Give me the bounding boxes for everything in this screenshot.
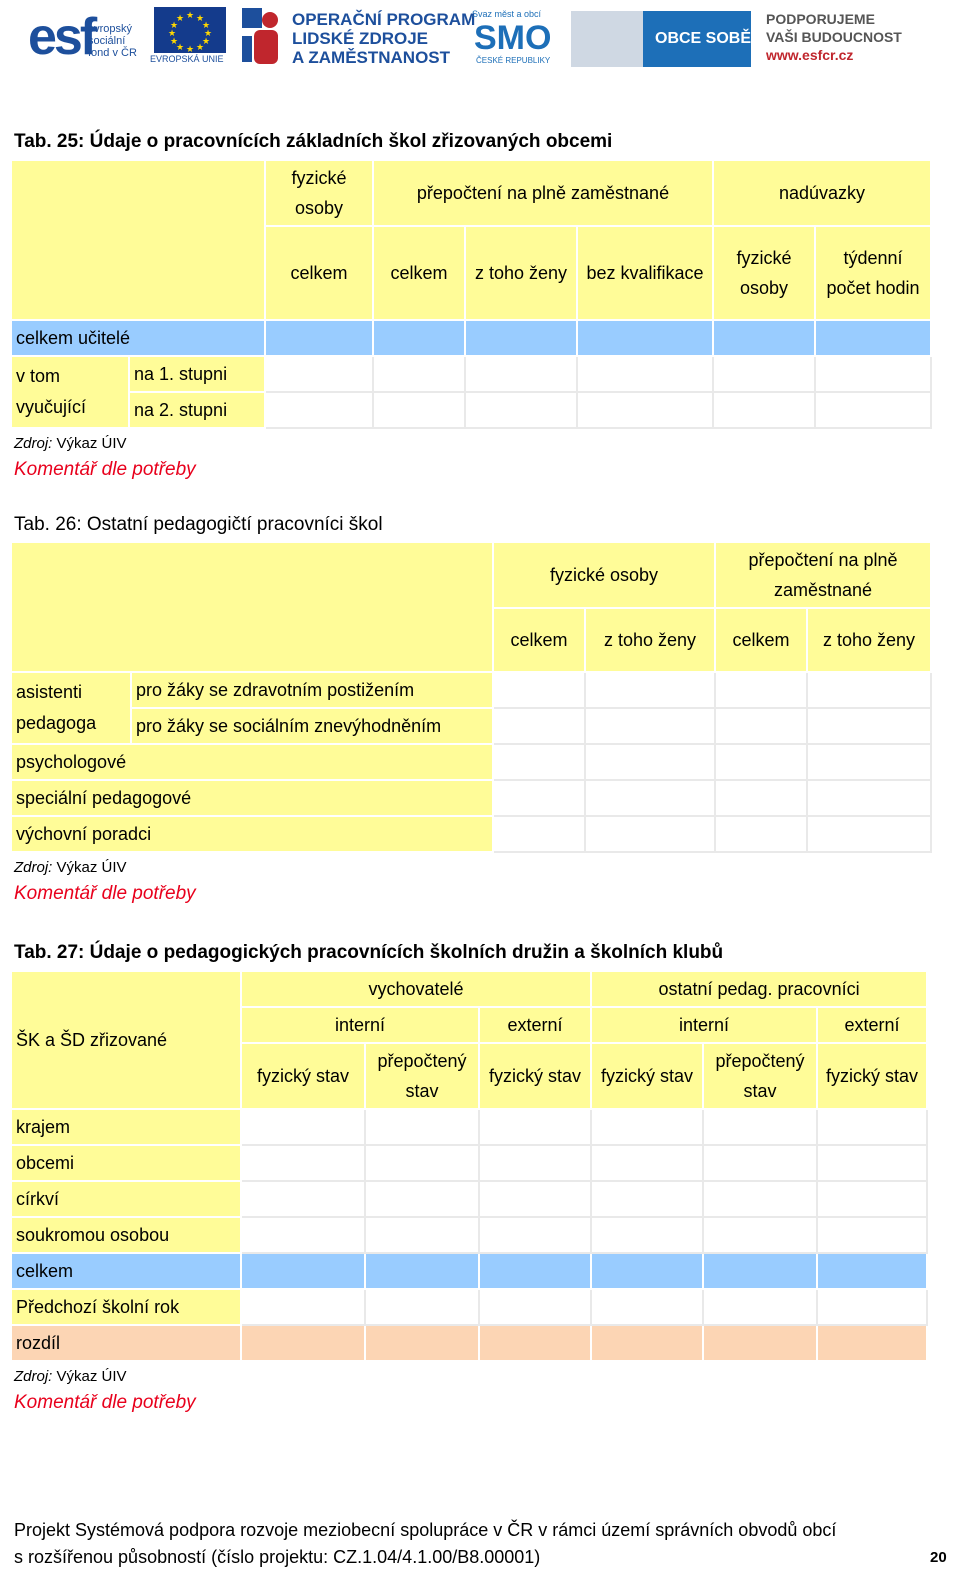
table-cell[interactable] — [591, 1289, 703, 1325]
t25-h-bez-kvalifikace: bez kvalifikace — [577, 226, 713, 320]
t27-h-fyzicky-stav-1: fyzický stav — [241, 1043, 365, 1109]
op-figure-icon — [240, 6, 286, 66]
table-cell[interactable] — [817, 1253, 927, 1289]
t25-r-v-tom-vyucujici: v tom vyučující — [11, 356, 129, 428]
t27-h-fyzicky-stav-3: fyzický stav — [591, 1043, 703, 1109]
table-row — [11, 356, 931, 392]
table-cell[interactable] — [479, 1145, 591, 1181]
t27-row-label: rozdíl — [11, 1325, 241, 1361]
table-cell[interactable] — [807, 780, 931, 816]
table-row — [11, 1109, 927, 1145]
table-cell[interactable] — [265, 320, 373, 356]
table-cell[interactable] — [365, 1217, 479, 1253]
table-cell[interactable] — [807, 816, 931, 852]
table-cell[interactable] — [365, 1325, 479, 1361]
page-footer — [14, 1517, 944, 1571]
table-row — [11, 1253, 927, 1289]
table-cell[interactable] — [585, 708, 715, 744]
t26-r-socialni: pro žáky se sociálním znevýhodněním — [131, 708, 493, 744]
table-cell[interactable] — [577, 392, 713, 428]
table-cell[interactable] — [241, 1145, 365, 1181]
table-cell[interactable] — [817, 1109, 927, 1145]
table-cell[interactable] — [479, 1181, 591, 1217]
table27-source: Zdroj: Výkaz ÚIV — [14, 1368, 127, 1385]
t25-h-fyzicke-osoby: fyzické osoby — [265, 160, 373, 226]
table-cell[interactable] — [373, 356, 465, 392]
t26-r-specialni-pedagogove: speciální pedagogové — [11, 780, 493, 816]
table-cell[interactable] — [365, 1145, 479, 1181]
table-cell[interactable] — [241, 1289, 365, 1325]
table-cell[interactable] — [591, 1145, 703, 1181]
page-number: 20 — [930, 1549, 947, 1566]
table-cell[interactable] — [465, 356, 577, 392]
table-cell[interactable] — [365, 1181, 479, 1217]
table-cell[interactable] — [815, 392, 931, 428]
table-cell[interactable] — [479, 1325, 591, 1361]
t27-h-externi-1: externí — [479, 1007, 591, 1043]
table27-title: Tab. 27: Údaje o pedagogických pracovnících školních družin a školních klubů — [14, 942, 724, 963]
puzzle-icon — [571, 11, 643, 67]
t26-h-celkem-1: celkem — [493, 608, 585, 672]
table-cell[interactable] — [703, 1325, 817, 1361]
t27-h-interni-2: interní — [591, 1007, 817, 1043]
table-row — [11, 816, 931, 852]
table-cell[interactable] — [585, 672, 715, 708]
table-cell[interactable] — [585, 780, 715, 816]
t27-h-vychovatele: vychovatelé — [241, 971, 591, 1007]
table-cell[interactable] — [713, 392, 815, 428]
table25-corner — [11, 160, 265, 320]
obce-sobe-logo: OBCE SOBĚ — [571, 11, 751, 67]
table-cell[interactable] — [585, 816, 715, 852]
table-cell[interactable] — [241, 1109, 365, 1145]
table-cell[interactable] — [591, 1325, 703, 1361]
table-cell[interactable] — [585, 744, 715, 780]
document-body — [10, 130, 930, 1416]
table-cell[interactable] — [365, 1289, 479, 1325]
table-cell[interactable] — [241, 1217, 365, 1253]
footer-line-1: Projekt Systémová podpora rozvoje meziobecní spolupráce v ČR v rámci území správních obvodů obcí — [14, 1520, 837, 1540]
table-cell[interactable] — [365, 1253, 479, 1289]
t27-h-fyzicky-stav-2: fyzický stav — [479, 1043, 591, 1109]
table-cell[interactable] — [479, 1109, 591, 1145]
table-cell[interactable] — [815, 320, 931, 356]
table-row — [11, 1325, 927, 1361]
t27-h-externi-2: externí — [817, 1007, 927, 1043]
table-cell[interactable] — [591, 1253, 703, 1289]
esf-logo — [28, 7, 146, 67]
table-cell[interactable] — [241, 1253, 365, 1289]
table-cell[interactable] — [465, 392, 577, 428]
t27-h-interni-1: interní — [241, 1007, 479, 1043]
table-cell[interactable] — [241, 1181, 365, 1217]
table-cell[interactable] — [241, 1325, 365, 1361]
table26-comment: Komentář dle potřeby — [14, 883, 196, 904]
t25-h-fyzicke-osoby-2: fyzické osoby — [713, 226, 815, 320]
t27-h-fyzicky-stav-4: fyzický stav — [817, 1043, 927, 1109]
t25-h-z-toho-zeny: z toho ženy — [465, 226, 577, 320]
eu-flag-icon: ★ ★ ★ ★ ★ ★ ★ ★ ★ ★ ★ ★ — [154, 7, 226, 53]
op-logo-text: OPERAČNÍ PROGRAM LIDSKÉ ZDROJE A ZAMĚSTNANOST — [292, 10, 476, 67]
table-cell[interactable] — [373, 320, 465, 356]
t27-h-ostatni: ostatní pedag. pracovníci — [591, 971, 927, 1007]
table26-corner — [11, 542, 493, 672]
table-cell[interactable] — [713, 320, 815, 356]
table-row — [11, 1145, 927, 1181]
t27-row-label: soukromou osobou — [11, 1217, 241, 1253]
table-cell[interactable] — [703, 1145, 817, 1181]
table-cell[interactable] — [817, 1181, 927, 1217]
table25-comment: Komentář dle potřeby — [14, 459, 196, 480]
t25-h-celkem-1: celkem — [265, 226, 373, 320]
table-cell[interactable] — [715, 744, 807, 780]
esf-logo-caption: evropský sociální fond v ČR — [88, 23, 137, 59]
table27-comment: Komentář dle potřeby — [14, 1392, 196, 1413]
podporujeme-logo: PODPORUJEME VAŠI BUDOUCNOST www.esfcr.cz — [766, 11, 902, 63]
t27-h-sk-sd: ŠK a ŠD zřizované — [11, 971, 241, 1109]
table-cell[interactable] — [715, 816, 807, 852]
t25-h-prepocteni: přepočtení na plně zaměstnané — [373, 160, 713, 226]
table-cell[interactable] — [493, 780, 585, 816]
table-cell[interactable] — [817, 1145, 927, 1181]
table-cell[interactable] — [703, 1217, 817, 1253]
t26-h-z-toho-zeny-1: z toho ženy — [585, 608, 715, 672]
smo-logo: Svaz měst a obcí SMO ČESKÉ REPUBLIKY — [472, 9, 552, 65]
table-cell[interactable] — [817, 1289, 927, 1325]
t26-h-fyzicke-osoby: fyzické osoby — [493, 542, 715, 608]
table26 — [10, 541, 932, 853]
table-cell[interactable] — [265, 392, 373, 428]
table-row — [11, 1289, 927, 1325]
t27-row-label: Předchozí školní rok — [11, 1289, 241, 1325]
table25 — [10, 159, 932, 429]
table-row — [11, 1217, 927, 1253]
table-cell[interactable] — [577, 320, 713, 356]
table26-source: Zdroj: Výkaz ÚIV — [14, 859, 127, 876]
table-row — [11, 708, 931, 744]
table-row — [11, 672, 931, 708]
eu-caption: EVROPSKÁ UNIE — [150, 54, 224, 64]
table-cell[interactable] — [465, 320, 577, 356]
t27-row-label: církví — [11, 1181, 241, 1217]
table-cell[interactable] — [577, 356, 713, 392]
table-cell[interactable] — [591, 1217, 703, 1253]
table-cell[interactable] — [493, 744, 585, 780]
table-cell[interactable] — [373, 392, 465, 428]
table25-title: Tab. 25: Údaje o pracovnících základních škol zřizovaných obcemi — [14, 131, 613, 152]
table-cell[interactable] — [715, 708, 807, 744]
table-cell[interactable] — [591, 1181, 703, 1217]
table-cell[interactable] — [817, 1217, 927, 1253]
table-cell[interactable] — [493, 672, 585, 708]
table-cell[interactable] — [479, 1253, 591, 1289]
table-row — [11, 780, 931, 816]
t26-r-zdravotni: pro žáky se zdravotním postižením — [131, 672, 493, 708]
t26-r-vychovni-poradci: výchovní poradci — [11, 816, 493, 852]
table-row — [11, 320, 931, 356]
t27-row-label: celkem — [11, 1253, 241, 1289]
table-cell[interactable] — [715, 672, 807, 708]
table-cell[interactable] — [493, 816, 585, 852]
t26-h-z-toho-zeny-2: z toho ženy — [807, 608, 931, 672]
table-row — [11, 1181, 927, 1217]
table-row — [11, 392, 931, 428]
table-cell[interactable] — [715, 780, 807, 816]
table-cell[interactable] — [703, 1289, 817, 1325]
t25-r-celkem-ucitele: celkem učitelé — [11, 320, 265, 356]
table25-source: Zdroj: Výkaz ÚIV — [14, 435, 127, 452]
t27-h-prepocteny-stav-1: přepočtený stav — [365, 1043, 479, 1109]
t27-row-label: krajem — [11, 1109, 241, 1145]
t26-h-prepocteni: přepočtení na plně zaměstnané — [715, 542, 931, 608]
table27 — [10, 970, 928, 1362]
t25-h-naduvazky: nadúvazky — [713, 160, 931, 226]
table-cell[interactable] — [365, 1109, 479, 1145]
t25-r-na-1-stupni: na 1. stupni — [129, 356, 265, 392]
table-cell[interactable] — [815, 356, 931, 392]
t25-h-celkem-2: celkem — [373, 226, 465, 320]
esf-logo-mark: esf — [28, 8, 95, 66]
t26-h-celkem-2: celkem — [715, 608, 807, 672]
table-cell[interactable] — [703, 1253, 817, 1289]
table-cell[interactable] — [817, 1325, 927, 1361]
table26-title: Tab. 26: Ostatní pedagogičtí pracovníci škol — [14, 514, 383, 535]
t27-row-label: obcemi — [11, 1145, 241, 1181]
table-cell[interactable] — [713, 356, 815, 392]
table-cell[interactable] — [479, 1217, 591, 1253]
t27-h-prepocteny-stav-2: přepočtený stav — [703, 1043, 817, 1109]
table-cell[interactable] — [493, 708, 585, 744]
table-cell[interactable] — [479, 1289, 591, 1325]
table-cell[interactable] — [807, 672, 931, 708]
table-cell[interactable] — [807, 708, 931, 744]
table-row — [11, 744, 931, 780]
table-cell[interactable] — [703, 1181, 817, 1217]
t25-r-na-2-stupni: na 2. stupni — [129, 392, 265, 428]
logo-header — [0, 0, 960, 80]
t25-h-tydenni-pocet-hodin: týdenní počet hodin — [815, 226, 931, 320]
footer-line-2: s rozšířenou působností (číslo projektu: CZ.1.04/4.1.00/B8.00001) — [14, 1547, 541, 1567]
table-cell[interactable] — [265, 356, 373, 392]
table-cell[interactable] — [703, 1109, 817, 1145]
table-cell[interactable] — [591, 1109, 703, 1145]
t26-r-asistenti-pedagoga: asistenti pedagoga — [11, 672, 131, 744]
t26-r-psychologove: psychologové — [11, 744, 493, 780]
table-cell[interactable] — [807, 744, 931, 780]
